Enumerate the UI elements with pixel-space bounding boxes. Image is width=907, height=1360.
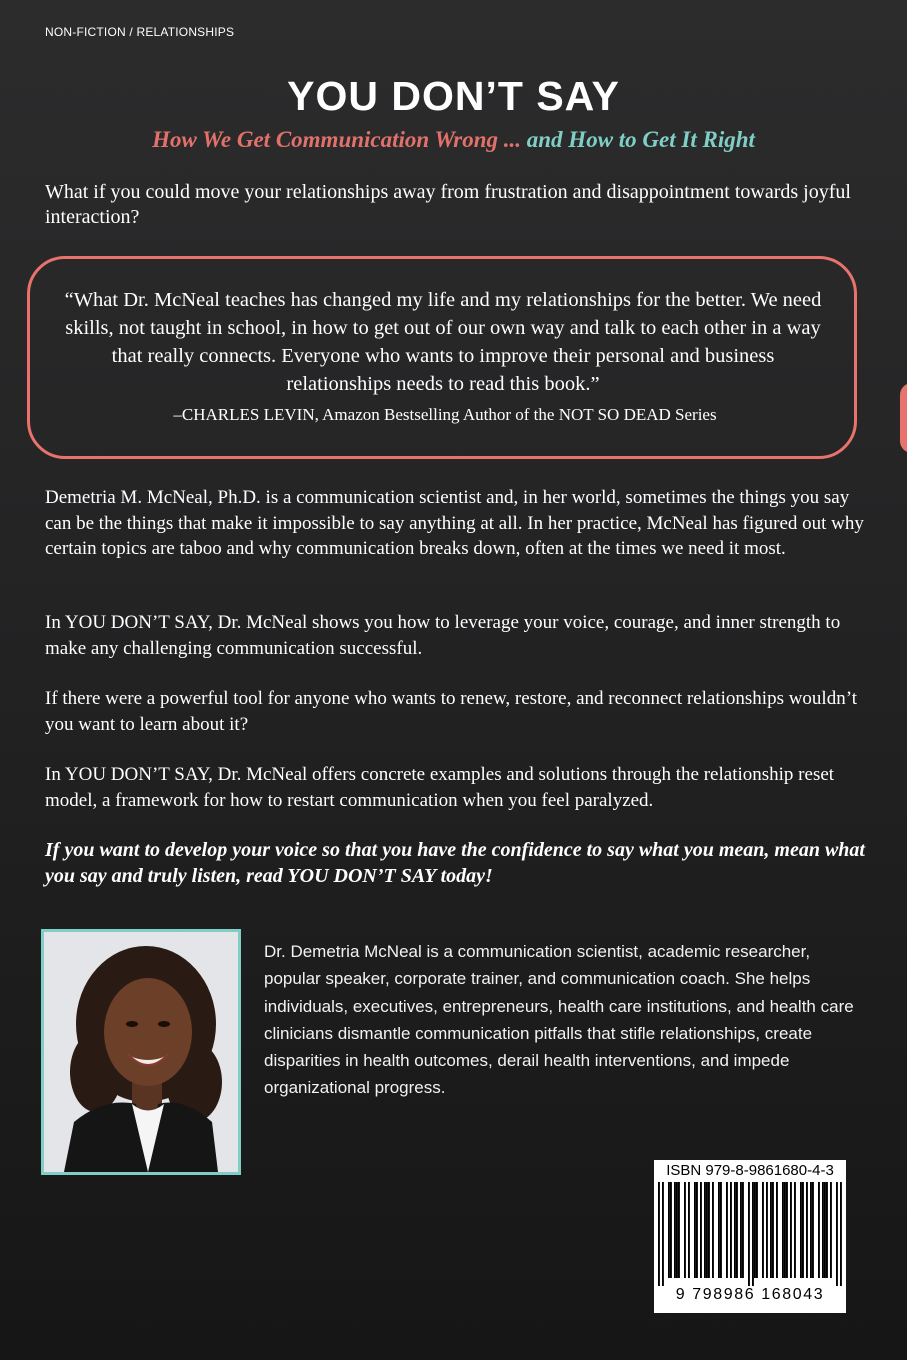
author-photo [41, 929, 241, 1175]
book-title: YOU DON’T SAY [287, 73, 620, 119]
barcode-bar [734, 1182, 736, 1278]
testimonial-attribution: –CHARLES LEVIN, Amazon Bestselling Author of the NOT SO DEAD Series [173, 405, 717, 424]
barcode-bar [794, 1182, 796, 1278]
body-paragraph: In YOU DON’T SAY, Dr. McNeal offers concrete examples and solutions through the relationship reset model, a framework for how to restart communication when you feel paralyzed. [45, 764, 835, 811]
barcode-bar [706, 1182, 708, 1278]
barcode-bar [704, 1182, 706, 1278]
barcode-bar [696, 1182, 698, 1278]
subtitle-part-1: How We Get Communication Wrong ... [152, 127, 522, 152]
barcode-bar [840, 1182, 842, 1286]
barcode-bar [824, 1182, 826, 1278]
barcode-bar [790, 1182, 792, 1278]
barcode-bar [684, 1182, 686, 1278]
barcode-digits: 9 798986 168043 [675, 1286, 825, 1303]
barcode-bar [830, 1182, 832, 1278]
barcode-bar [736, 1182, 738, 1278]
barcode-bar [756, 1182, 758, 1278]
barcode-bar [800, 1182, 802, 1278]
barcode-bar [726, 1182, 728, 1278]
testimonial-quote: “What Dr. McNeal teaches has changed my life and my relationships for the better. We need skills, not taught in school, in how to get out of our own way and talk to each other in a way that really connects. Everyone who wants to improve their personal and business relationships needs to read this book.” [64, 289, 822, 395]
book-subtitle [0, 127, 907, 153]
barcode-bar [818, 1182, 820, 1278]
barcode-bar [676, 1182, 678, 1278]
category-label: NON-FICTION / RELATIONSHIPS [45, 25, 235, 39]
side-tab-decoration [900, 383, 907, 453]
author-bio: Dr. Demetria McNeal is a communication scientist, academic researcher, popular speaker, corporate trainer, and communication coach. She helps individuals, executives, entrepreneurs, health care institutions, and health care clinicians dismantle communication pitfalls that stifle relationships, create disparities in health outcomes, derail health interventions, and impede organizational progress. [264, 942, 854, 1098]
barcode-bar [754, 1182, 756, 1278]
barcode-bar [662, 1182, 664, 1286]
barcode-bar [806, 1182, 808, 1278]
barcode-bar [770, 1182, 772, 1278]
barcode-bar [670, 1182, 672, 1278]
barcode-bar [708, 1182, 710, 1278]
barcode-bar [786, 1182, 788, 1278]
barcode-bar [730, 1182, 732, 1278]
barcode-bar [674, 1182, 676, 1278]
barcode-bar [720, 1182, 722, 1278]
barcode-bar [782, 1182, 784, 1278]
subtitle-part-2: and How to Get It Right [526, 127, 755, 152]
barcode-bar [742, 1182, 744, 1278]
author-portrait-illustration [44, 932, 238, 1172]
call-to-action: If you want to develop your voice so that you have the confidence to say what you mean, mean what you say and truly listen, read YOU DON’T SAY today! [45, 839, 865, 887]
barcode-bar [748, 1182, 750, 1286]
barcode-bar [694, 1182, 696, 1278]
barcode-bar [766, 1182, 768, 1278]
body-paragraph: If there were a powerful tool for anyone who wants to renew, restore, and reconnect relationships wouldn’t you want to learn about it? [45, 688, 857, 735]
barcode-bar [762, 1182, 764, 1278]
barcode-bar [776, 1182, 778, 1278]
isbn-label: ISBN 979-8-9861680-4-3 [666, 1162, 834, 1179]
barcode-bar [740, 1182, 742, 1278]
barcode-bar [718, 1182, 720, 1278]
barcode-bar [784, 1182, 786, 1278]
barcode-bar [772, 1182, 774, 1278]
isbn-barcode [654, 1160, 846, 1313]
barcode-bar [712, 1182, 714, 1278]
barcode-bar [700, 1182, 702, 1278]
barcode-bar [810, 1182, 812, 1278]
body-paragraph: Demetria M. McNeal, Ph.D. is a communication scientist and, in her world, sometimes the things you say can be the things that make it impossible to say anything at all. In her practice, McNeal has figured out why certain topics are taboo and why communication breaks down, often at the times we need it most. [45, 487, 864, 559]
barcode-bar [752, 1182, 754, 1286]
barcode-bars [658, 1182, 842, 1286]
body-paragraph: In YOU DON’T SAY, Dr. McNeal shows you how to leverage your voice, courage, and inner strength to make any challenging communication successful. [45, 612, 841, 659]
barcode-bar [668, 1182, 670, 1278]
barcode-bar [822, 1182, 824, 1278]
testimonial-box [27, 256, 857, 459]
barcode-bar [836, 1182, 838, 1286]
barcode-bar [678, 1182, 680, 1278]
barcode-bar [812, 1182, 814, 1278]
barcode-bar [658, 1182, 660, 1286]
barcode-bar [826, 1182, 828, 1278]
barcode-bar [802, 1182, 804, 1278]
lead-question: What if you could move your relationships away from frustration and disappointment towards joyful interaction? [45, 181, 851, 228]
barcode-bar [688, 1182, 690, 1278]
